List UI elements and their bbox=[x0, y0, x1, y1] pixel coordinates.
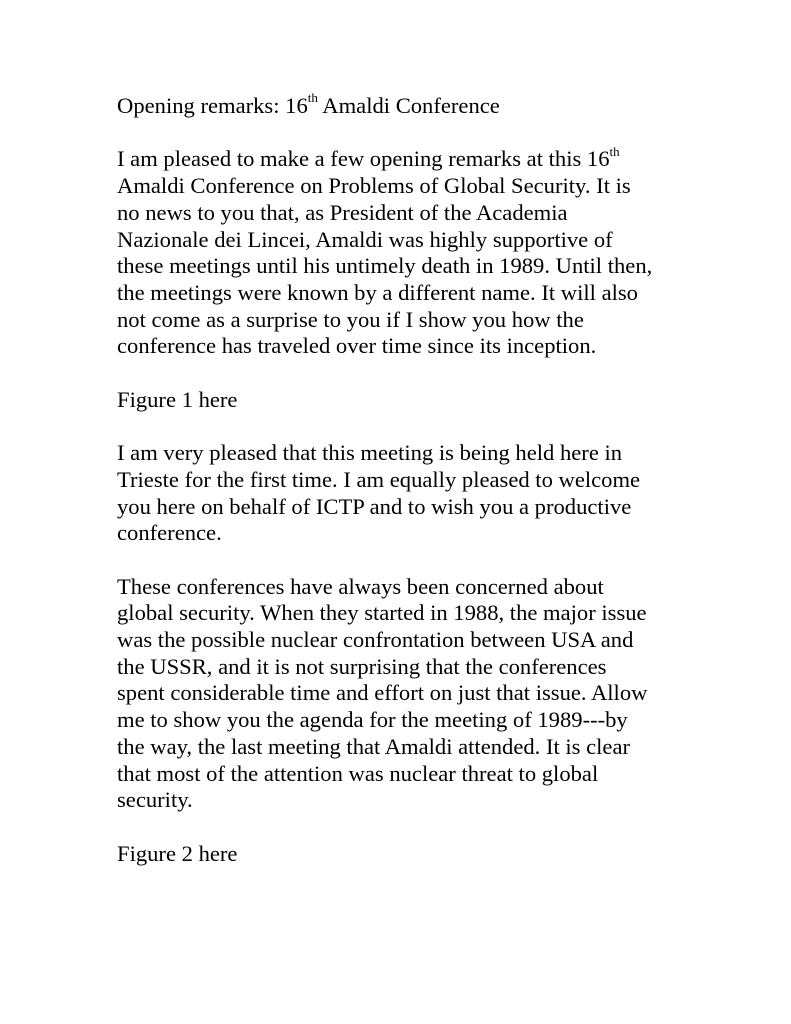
paragraph-line: you here on behalf of ICTP and to wish you a productive bbox=[117, 493, 632, 519]
paragraph-line: the meetings were known by a different name. It will also bbox=[117, 279, 638, 305]
paragraph-line: these meetings until his untimely death in 1989. Until then, bbox=[117, 253, 653, 279]
paragraph-line bbox=[117, 143, 717, 173]
paragraph-line: the way, the last meeting that Amaldi attended. It is clear bbox=[117, 733, 631, 759]
title-superscript: th bbox=[307, 90, 318, 106]
paragraph-welcome bbox=[117, 440, 717, 547]
document-page bbox=[117, 90, 717, 867]
ordinal-superscript: th bbox=[609, 143, 620, 159]
paragraph-line: security. bbox=[117, 787, 193, 813]
figure-1-placeholder bbox=[117, 387, 717, 414]
title-text-after: Amaldi Conference bbox=[317, 93, 500, 118]
title-text-before: Opening remarks: 16 bbox=[117, 93, 308, 118]
paragraph-opening bbox=[117, 143, 717, 360]
figure-2-placeholder bbox=[117, 841, 717, 868]
paragraph-line: no news to you that, as President of the Academia bbox=[117, 199, 568, 225]
paragraph-line: spent considerable time and effort on just that issue. Allow bbox=[117, 680, 648, 706]
paragraph-line: me to show you the agenda for the meeting of 1989---by bbox=[117, 707, 628, 733]
paragraph-line: Trieste for the first time. I am equally pleased to welcome bbox=[117, 466, 641, 492]
paragraph-global-security bbox=[117, 574, 717, 814]
paragraph-line: These conferences have always been concerned about bbox=[117, 573, 604, 599]
paragraph-line: Amaldi Conference on Problems of Global Security. It is bbox=[117, 173, 631, 199]
paragraph-line: global security. When they started in 1988, the major issue bbox=[117, 600, 647, 626]
paragraph-line: was the possible nuclear confrontation between USA and bbox=[117, 627, 634, 652]
paragraph-line: that most of the attention was nuclear threat to global bbox=[117, 760, 599, 786]
paragraph-line: I am very pleased that this meeting is being held here in bbox=[117, 440, 623, 466]
figure-placeholder-text: Figure 1 here bbox=[117, 386, 238, 412]
figure-placeholder-text: Figure 2 here bbox=[117, 840, 238, 866]
paragraph-line-text: I am pleased to make a few opening remarks at this 16 bbox=[117, 146, 610, 172]
paragraph-line: the USSR, and it is not surprising that the conferences bbox=[117, 653, 607, 679]
paragraph-line: conference. bbox=[117, 520, 222, 546]
document-title bbox=[117, 90, 717, 120]
paragraph-line: not come as a surprise to you if I show you how the bbox=[117, 306, 584, 332]
paragraph-line: Nazionale dei Lincei, Amaldi was highly supportive of bbox=[117, 226, 613, 252]
paragraph-line: conference has traveled over time since its inception. bbox=[117, 333, 597, 359]
